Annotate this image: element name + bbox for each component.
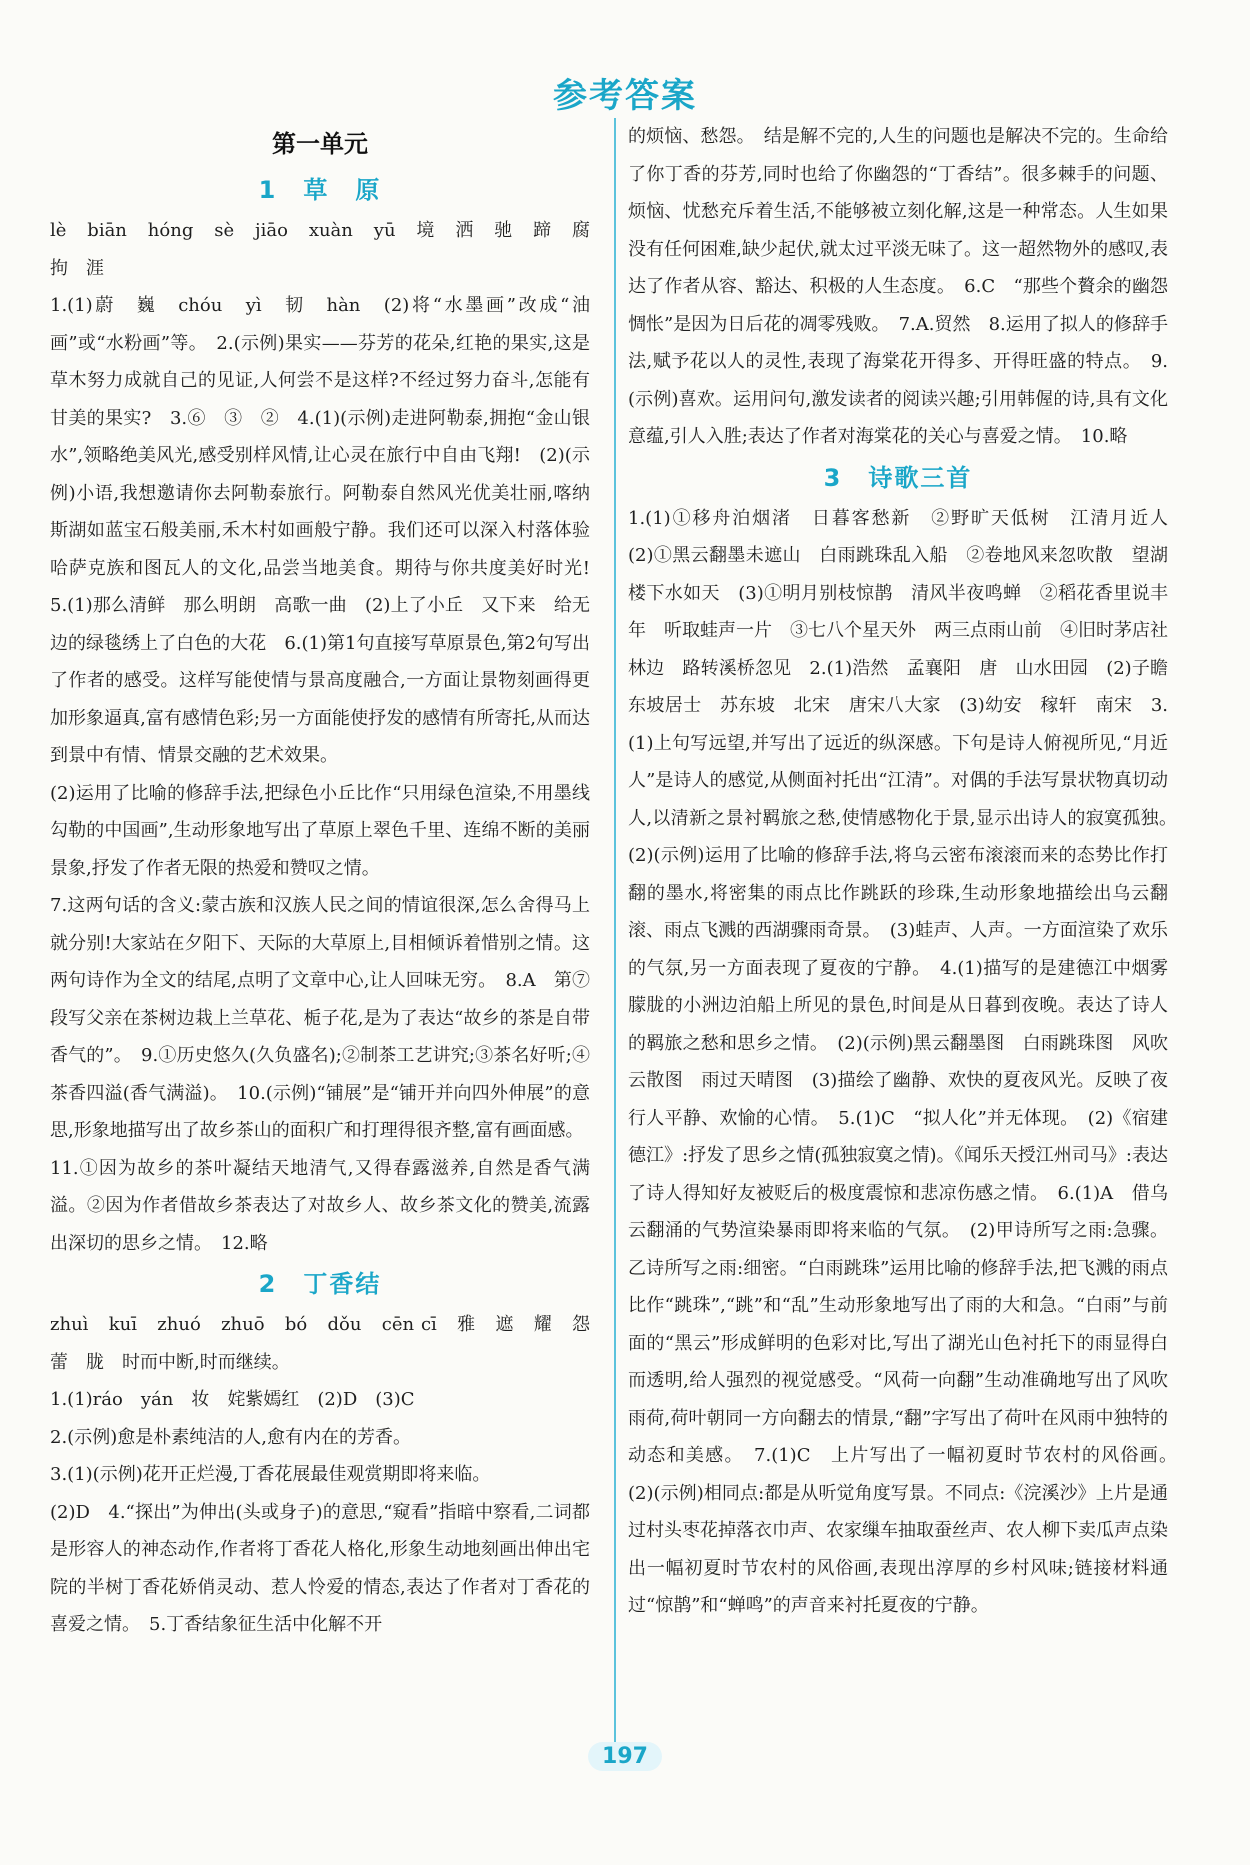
lesson-2-continued-paragraph: 的烦恼、愁怨。 结是解不完的,人生的问题也是解决不完的。生命给了你丁香的芬芳,同时也给了你幽怨的“丁香结”。很多棘手的问题、烦恼、忧愁充斥着生活,不能够被立刻化解,这是一种常态。人生如果没有任何困难,缺少起伏,就太过平淡无味了。这一超然物外的感叹,表达了作者从容、豁达、积极的人生态度。 6.C “那些个贅余的幽怨惆怅”是因为日后花的凋零残败。 7.A.贸然 8.运用了拟人的修辞手法,赋予花以人的灵性,表现了海棠花开得多、开得旺盛的特点。 9.(示例)喜欢。运用问句,激发读者的阅读兴趣;引用韩偓的诗,具有文化意蕴,引人入胜;表达了作者对海棠花的关心与喜爱之情。 10.略 [628, 126, 1168, 447]
page-title: 参考答案 [553, 76, 697, 116]
lesson-1-answers-paragraph: 11.①因为故乡的茶叶凝结天地清气,又得春露滋养,自然是香气满溢。②因为作者借故乡茶表达了对故乡人、故乡茶文化的赞美,流露出深切的思乡之情。 12.略 [50, 1157, 590, 1254]
lesson-2-heading: 2 丁香结 [258, 1270, 382, 1298]
page-number-label: 197 [588, 1742, 662, 1771]
lesson-2-pinyin-paragraph: zhuì kuī zhuó zhuō bó dǒu cēn cī 雅 遮 耀 怨 蕾 胧 时而中断,时而继续。 [50, 1314, 608, 1373]
lesson-2-answers-paragraph: (2)D 4.“探出”为伸出(头或身子)的意思,“窥看”指暗中察看,二词都是形容人的神态动作,作者将丁香花人格化,形象生动地刻画出伸出宅院的半树丁香花娇俏灵动、惹人怜爱的情态,表达了作者对丁香花的喜爱之情。 5.丁香结象征生活中化解不开 [50, 1501, 590, 1635]
lesson-1-answers-paragraph: (2)运用了比喻的修辞手法,把绿色小丘比作“只用绿色渲染,不用墨线勾勒的中国画”,生动形象地写出了草原上翠色千里、连绵不断的美丽景象,抒发了作者无限的热爱和赞叹之情。 [50, 782, 590, 879]
lesson-1-heading: 1 草 原 [258, 176, 382, 204]
lesson-3-heading: 3 诗歌三首 [823, 463, 973, 492]
lesson-2-answers-paragraph: 1.(1)ráo yán 妆 姹紫嫣红 (2)D (3)C [50, 1389, 415, 1410]
lesson-3-answers-paragraph: 1.(1)①移舟泊烟渚 日暮客愁新 ②野旷天低树 江清月近人 (2)①黑云翻墨未遮山 白雨跳珠乱入船 ②卷地风来忽吹散 望湖楼下水如天 (3)①明月别枝惊鹊 清风半夜鸣蝉 ②稻花香里说丰年 听取蛙声一片 ③七八个星天外 两三点雨山前 ④旧时茅店社林边 路转溪桥忽见 2.(1)浩然 孟襄阳 唐 山水田园 (2)子瞻 东坡居士 苏东坡 北宋 唐宋八大家 (3)幼安 稼轩 南宋 3.(1)上句写远望,并写出了远近的纵深感。下句是诗人俯视所见,“月近人”是诗人的感觉,从侧面衬托出“江清”。对偶的手法写景状物真切动人,以清新之景衬羁旅之愁,使情感物化于景,显示出诗人的寂寞孤独。 (2)(示例)运用了比喻的修辞手法,将乌云密布滚滚而来的态势比作打翻的墨水,将密集的雨点比作跳跃的珍珠,生动形象地描绘出乌云翻滚、雨点飞溅的西湖骤雨奇景。 (3)蛙声、人声。一方面渲染了欢乐的气氛,另一方面表现了夏夜的宁静。 4.(1)描写的是建德江中烟雾朦胧的小洲边泊船上所见的景色,时间是从日暮到夜晚。表达了诗人的羁旅之愁和思乡之情。 (2)(示例)黑云翻墨图 白雨跳珠图 风吹云散图 雨过天晴图 (3)描绘了幽静、欢快的夏夜风光。反映了夜行人平静、欢愉的心情。 5.(1)C “拟人化”并无体现。 (2)《宿建德江》:抒发了思乡之情(孤独寂寞之情)。《闻乐天授江州司马》:表达了诗人得知好友被贬后的极度震惊和悲凉伤感之情。 6.(1)A 借乌云翻涌的气势渲染暴雨即将来临的气氛。 (2)甲诗所写之雨:急骤。乙诗所写之雨:细密。“白雨跳珠”运用比喻的修辞手法,把飞溅的雨点比作“跳珠”,“跳”和“乱”生动形象地写出了雨的大和急。“白雨”与前面的“黑云”形成鲜明的色彩对比,写出了湖光山色衬托下的雨显得白而透明,给人强烈的视觉感受。“风荷一向翻”生动准确地写出了风吹雨荷,荷叶朝同一方向翻去的情景,“翻”字写出了荷叶在风雨中独特的动态和美感。 7.(1)C 上片写出了一幅初夏时节农村的风俗画。 (2)(示例)相同点:都是从听觉角度写景。不同点:《浣溪沙》上片是通过村头枣花掉落衣巾声、农家缫车抽取蚕丝声、农人柳下卖瓜声点染出一幅初夏时节农村的风俗画,表现出淳厚的乡村风味;链接材料通过“惊鹊”和“蝉鸣”的声音来衬托夏夜的宁静。 [628, 507, 1186, 1616]
lesson-1-answers-paragraph: 1.(1)蔚 巍 chóu yì 韧 hàn (2)将“水墨画”改成“油画”或“水粉画”等。 2.(示例)果实——芬芳的花朵,红艳的果实,这是草木努力成就自己的见证,人何尝不是这样?不经过努力奋斗,怎能有甘美的果实? 3.⑥ ③ ② 4.(1)(示例)走进阿勒泰,拥抱“金山银水”,领略绝美风光,感受别样风情,让心灵在旅行中自由飞翔! (2)(示例)小语,我想邀请你去阿勒泰旅行。阿勒泰自然风光优美壮丽,喀纳斯湖如蓝宝石般美丽,禾木村如画般宁静。我们还可以深入村落体验哈萨克族和图瓦人的文化,品尝当地美食。期待与你共度美好时光! 5.(1)那么清鲜 那么明朗 高歌一曲 (2)上了小丘 又下来 给无边的绿毯绣上了白色的大花 6.(1)第1句直接写草原景色,第2句写出了作者的感受。这样写能使情与景高度融合,一方面让景物刻画得更加形象逼真,富有感情色彩;另一方面能使抒发的感情有所寄托,从而达到景中有情、情景交融的艺术效果。 [50, 295, 608, 766]
lesson-1-answers-paragraph: 7.这两句话的含义:蒙古族和汉族人民之间的情谊很深,怎么舍得马上就分别!大家站在夕阳下、天际的大草原上,目相倾诉着惜别之情。这两句诗作为全文的结尾,点明了文章中心,让人回味无穷。 8.A 第⑦段写父亲在茶树边栽上兰草花、栀子花,是为了表达“故乡的茶是自带香气的”。 9.①历史悠久(久负盛名);②制茶工艺讲究;③茶名好听;④茶香四溢(香气满溢)。 10.(示例)“铺展”是“铺开并向四外伸展”的意思,形象地描写出了故乡茶山的面积广和打理得很齐整,富有画面感。 [50, 895, 590, 1141]
lesson-2-answers-paragraph: 3.(1)(示例)花开正烂漫,丁香花展最佳观赏期即将来临。 [50, 1464, 491, 1485]
lesson-2-answers-paragraph: 2.(示例)愈是朴素纯洁的人,愈有内在的芳香。 [50, 1426, 411, 1448]
lesson-1-pinyin-paragraph: lè biān hóng sè jiāo xuàn yū 境 洒 驰 蹄 腐 拘 涯 [50, 220, 608, 279]
column-divider [614, 118, 616, 1768]
left-column [50, 118, 608, 1644]
unit-heading: 第一单元 [272, 130, 368, 158]
right-column [628, 118, 1186, 1625]
page-number [0, 1742, 1250, 1771]
